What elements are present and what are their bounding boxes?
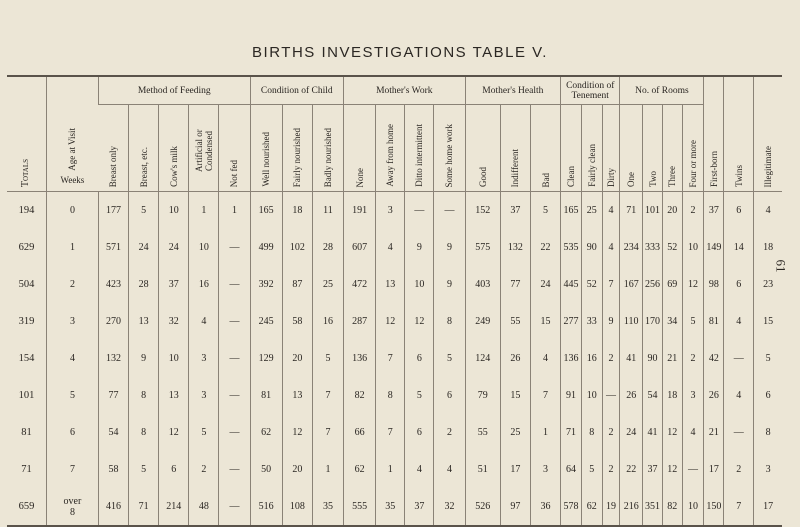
cell-total: 319 bbox=[18, 316, 35, 327]
table-cell: 28 bbox=[312, 229, 343, 266]
table-cell: 249 bbox=[465, 303, 500, 340]
table-row bbox=[7, 488, 782, 526]
table-cell: 32 bbox=[434, 488, 465, 526]
table-cell: 18 bbox=[754, 229, 782, 266]
table-cell: 6 bbox=[405, 414, 434, 451]
table-cell: 4 bbox=[724, 377, 754, 414]
header-dirty: Dirty bbox=[602, 105, 620, 192]
table-row bbox=[7, 229, 782, 266]
table-cell: 1 bbox=[376, 451, 405, 488]
table-cell: 25 bbox=[500, 414, 530, 451]
table-cell: 87 bbox=[282, 266, 312, 303]
table-cell: 472 bbox=[344, 266, 376, 303]
table-cell: 35 bbox=[376, 488, 405, 526]
table-cell: 20 bbox=[282, 451, 312, 488]
header-three: Three bbox=[662, 105, 682, 192]
table-cell: 516 bbox=[250, 488, 282, 526]
table-cell: — bbox=[682, 451, 704, 488]
table-cell: 22 bbox=[530, 229, 560, 266]
group-mothers-health: Mother's Health bbox=[465, 76, 561, 105]
table-cell: 216 bbox=[620, 488, 643, 526]
table-cell: 149 bbox=[704, 229, 724, 266]
cell-age: 1 bbox=[46, 229, 98, 266]
table-cell: 7 bbox=[530, 377, 560, 414]
table-cell: 270 bbox=[98, 303, 128, 340]
table-cell: 10 bbox=[682, 229, 704, 266]
table-cell: 62 bbox=[581, 488, 602, 526]
table-cell: 32 bbox=[159, 303, 189, 340]
table-cell: 51 bbox=[465, 451, 500, 488]
cell-total: 81 bbox=[21, 427, 32, 438]
table-cell: 82 bbox=[662, 488, 682, 526]
cell-age: 4 bbox=[46, 340, 98, 377]
header-good: Good bbox=[465, 105, 500, 192]
table-cell: 41 bbox=[620, 340, 643, 377]
group-no-of-rooms: No. of Rooms bbox=[620, 76, 704, 105]
table-cell: 4 bbox=[376, 229, 405, 266]
table-cell: — bbox=[219, 266, 250, 303]
table-cell: 24 bbox=[530, 266, 560, 303]
table-cell: 124 bbox=[465, 340, 500, 377]
cell-age: over 8 bbox=[46, 488, 98, 526]
table-cell: 3 bbox=[376, 192, 405, 230]
table-cell: 24 bbox=[129, 229, 159, 266]
table-cell: 10 bbox=[405, 266, 434, 303]
table-row bbox=[7, 303, 782, 340]
table-cell: 578 bbox=[561, 488, 582, 526]
table-cell: 55 bbox=[500, 303, 530, 340]
header-totals: Totals bbox=[20, 158, 32, 187]
table-cell: 445 bbox=[561, 266, 582, 303]
table-cell: 234 bbox=[620, 229, 643, 266]
table-cell: 3 bbox=[189, 377, 219, 414]
table-cell: 71 bbox=[129, 488, 159, 526]
cell-total: 194 bbox=[18, 205, 35, 216]
header-breast-only: Breast only bbox=[108, 145, 119, 187]
table-cell: 4 bbox=[530, 340, 560, 377]
table-cell: 64 bbox=[561, 451, 582, 488]
table-cell: 7 bbox=[312, 414, 343, 451]
table-cell: — bbox=[219, 414, 250, 451]
table-cell: 34 bbox=[662, 303, 682, 340]
table-cell: 12 bbox=[682, 266, 704, 303]
table-cell: 91 bbox=[561, 377, 582, 414]
table-cell: 62 bbox=[344, 451, 376, 488]
table-cell: 58 bbox=[282, 303, 312, 340]
births-investigations-table bbox=[7, 75, 782, 527]
table-cell: 6 bbox=[724, 192, 754, 230]
table-cell: 10 bbox=[682, 488, 704, 526]
table-cell: 129 bbox=[250, 340, 282, 377]
cell-age: 5 bbox=[46, 377, 98, 414]
table-cell: 15 bbox=[500, 377, 530, 414]
table-cell: 77 bbox=[500, 266, 530, 303]
table-cell: 58 bbox=[98, 451, 128, 488]
table-cell: 607 bbox=[344, 229, 376, 266]
table-cell: 12 bbox=[405, 303, 434, 340]
table-cell: 245 bbox=[250, 303, 282, 340]
table-cell: 7 bbox=[602, 266, 620, 303]
table-cell: 287 bbox=[344, 303, 376, 340]
page-number: 61 bbox=[773, 259, 789, 273]
header-fairly-nourished: Fairly nourished bbox=[282, 105, 312, 192]
table-cell: 82 bbox=[344, 377, 376, 414]
table-cell: 37 bbox=[159, 266, 189, 303]
table-cell: 20 bbox=[662, 192, 682, 230]
header-not-fed: Not fed bbox=[219, 105, 250, 192]
table-cell: 1 bbox=[219, 192, 250, 230]
table-cell: 12 bbox=[376, 303, 405, 340]
table-cell: 12 bbox=[159, 414, 189, 451]
table-cell: 132 bbox=[98, 340, 128, 377]
table-cell: 575 bbox=[465, 229, 500, 266]
group-condition-of-tenement: Condition of Tenement bbox=[561, 76, 620, 105]
header-breast-etc: Breast, etc. bbox=[129, 105, 159, 192]
cell-total: 659 bbox=[18, 501, 35, 512]
table-cell: 15 bbox=[530, 303, 560, 340]
table-cell: 5 bbox=[312, 340, 343, 377]
header-artificial-or-condensed: Artificial or Condensed bbox=[189, 105, 219, 192]
table-cell: 4 bbox=[189, 303, 219, 340]
table-cell: 5 bbox=[434, 340, 465, 377]
table-cell: 167 bbox=[620, 266, 643, 303]
table-cell: 2 bbox=[189, 451, 219, 488]
group-method-of-feeding: Method of Feeding bbox=[98, 76, 250, 105]
table-cell: 81 bbox=[250, 377, 282, 414]
table-cell: — bbox=[405, 192, 434, 230]
table-cell: 24 bbox=[620, 414, 643, 451]
table-cell: — bbox=[602, 377, 620, 414]
table-cell: 37 bbox=[704, 192, 724, 230]
table-cell: 33 bbox=[581, 303, 602, 340]
table-cell: 11 bbox=[312, 192, 343, 230]
header-fairly-clean: Fairly clean bbox=[581, 105, 602, 192]
table-cell: 4 bbox=[682, 414, 704, 451]
table-cell: 3 bbox=[754, 451, 782, 488]
table-cell: 6 bbox=[724, 266, 754, 303]
table-cell: 102 bbox=[282, 229, 312, 266]
table-cell: 48 bbox=[189, 488, 219, 526]
cell-age: 0 bbox=[46, 192, 98, 230]
header-clean: Clean bbox=[561, 105, 582, 192]
header-four-or-more: Four or more bbox=[682, 105, 704, 192]
cell-age: 6 bbox=[46, 414, 98, 451]
table-cell: 191 bbox=[344, 192, 376, 230]
header-none: None bbox=[344, 105, 376, 192]
table-cell: 2 bbox=[724, 451, 754, 488]
group-condition-of-child: Condition of Child bbox=[250, 76, 343, 105]
table-row bbox=[7, 377, 782, 414]
table-cell: 4 bbox=[754, 192, 782, 230]
header-badly-nourished: Badly nourished bbox=[312, 105, 343, 192]
table-cell: 5 bbox=[682, 303, 704, 340]
table-cell: — bbox=[219, 488, 250, 526]
header-indifferent: Indifferent bbox=[500, 105, 530, 192]
table-cell: 351 bbox=[643, 488, 663, 526]
table-cell: 3 bbox=[530, 451, 560, 488]
table-cell: 13 bbox=[282, 377, 312, 414]
table-cell: 132 bbox=[500, 229, 530, 266]
header-illegitimate: Illegitimate bbox=[754, 76, 782, 191]
table-cell: 392 bbox=[250, 266, 282, 303]
table-cell: 526 bbox=[465, 488, 500, 526]
table-cell: 79 bbox=[465, 377, 500, 414]
table-cell: 136 bbox=[561, 340, 582, 377]
table-cell: 6 bbox=[159, 451, 189, 488]
table-cell: 18 bbox=[662, 377, 682, 414]
table-cell: 16 bbox=[312, 303, 343, 340]
table-cell: 77 bbox=[98, 377, 128, 414]
table-cell: 2 bbox=[682, 192, 704, 230]
table-cell: — bbox=[434, 192, 465, 230]
table-cell: 16 bbox=[189, 266, 219, 303]
table-cell: — bbox=[724, 414, 754, 451]
table-cell: 20 bbox=[282, 340, 312, 377]
table-cell: — bbox=[219, 229, 250, 266]
table-cell: 9 bbox=[434, 266, 465, 303]
group-mothers-work: Mother's Work bbox=[344, 76, 466, 105]
table-cell: 26 bbox=[620, 377, 643, 414]
table-cell: 18 bbox=[282, 192, 312, 230]
table-row bbox=[7, 192, 782, 230]
table-cell: 8 bbox=[129, 377, 159, 414]
table-cell: 25 bbox=[581, 192, 602, 230]
header-ditto-intermittent: Ditto intermittent bbox=[405, 105, 434, 192]
table-cell: 13 bbox=[129, 303, 159, 340]
header-some-home-work: Some home work bbox=[434, 105, 465, 192]
header-away-from-home: Away from home bbox=[376, 105, 405, 192]
table-cell: 277 bbox=[561, 303, 582, 340]
table-cell: 35 bbox=[312, 488, 343, 526]
table-body bbox=[7, 192, 782, 527]
table-cell: 22 bbox=[620, 451, 643, 488]
header-twins: Twins bbox=[724, 76, 754, 191]
table-cell: 7 bbox=[312, 377, 343, 414]
cell-total: 71 bbox=[21, 464, 32, 475]
table-cell: 13 bbox=[159, 377, 189, 414]
table-cell: 416 bbox=[98, 488, 128, 526]
table-cell: 62 bbox=[250, 414, 282, 451]
table-cell: 9 bbox=[405, 229, 434, 266]
table-cell: 10 bbox=[581, 377, 602, 414]
table-cell: 535 bbox=[561, 229, 582, 266]
table-cell: 8 bbox=[434, 303, 465, 340]
table-cell: 214 bbox=[159, 488, 189, 526]
header-one: One bbox=[620, 105, 643, 192]
table-cell: 6 bbox=[434, 377, 465, 414]
table-cell: 14 bbox=[724, 229, 754, 266]
table-cell: 12 bbox=[282, 414, 312, 451]
table-cell: 69 bbox=[662, 266, 682, 303]
table-cell: 2 bbox=[434, 414, 465, 451]
cell-total: 101 bbox=[18, 390, 35, 401]
table-cell: 19 bbox=[602, 488, 620, 526]
header-age-at-visit: Age at Visit Weeks bbox=[46, 76, 98, 191]
table-cell: 9 bbox=[602, 303, 620, 340]
table-cell: 7 bbox=[376, 414, 405, 451]
table-cell: 6 bbox=[754, 377, 782, 414]
table-cell: 98 bbox=[704, 266, 724, 303]
cell-total: 629 bbox=[18, 242, 35, 253]
table-cell: 26 bbox=[704, 377, 724, 414]
table-cell: 26 bbox=[500, 340, 530, 377]
table-cell: 6 bbox=[405, 340, 434, 377]
table-cell: 4 bbox=[724, 303, 754, 340]
table-cell: 2 bbox=[602, 414, 620, 451]
table-cell: 52 bbox=[581, 266, 602, 303]
page-title: BIRTHS INVESTIGATIONS TABLE V. bbox=[252, 44, 548, 61]
table-cell: 2 bbox=[602, 340, 620, 377]
table-row bbox=[7, 451, 782, 488]
table-cell: 90 bbox=[581, 229, 602, 266]
header-weeks: Weeks bbox=[60, 175, 85, 185]
table-cell: — bbox=[219, 303, 250, 340]
table-cell: 3 bbox=[189, 340, 219, 377]
table-cell: 15 bbox=[754, 303, 782, 340]
table-cell: 90 bbox=[643, 340, 663, 377]
table-cell: 2 bbox=[682, 340, 704, 377]
cell-age: 7 bbox=[46, 451, 98, 488]
header-well-nourished: Well nourished bbox=[250, 105, 282, 192]
table-cell: 12 bbox=[662, 451, 682, 488]
table-cell: 8 bbox=[129, 414, 159, 451]
table-cell: 4 bbox=[405, 451, 434, 488]
table-cell: 5 bbox=[530, 192, 560, 230]
table-cell: 101 bbox=[643, 192, 663, 230]
table-cell: 110 bbox=[620, 303, 643, 340]
table-cell: 37 bbox=[500, 192, 530, 230]
table-cell: 41 bbox=[643, 414, 663, 451]
table-cell: 21 bbox=[662, 340, 682, 377]
table-cell: 10 bbox=[159, 340, 189, 377]
table-cell: 9 bbox=[129, 340, 159, 377]
table-cell: 1 bbox=[189, 192, 219, 230]
table-cell: 3 bbox=[682, 377, 704, 414]
table-cell: 37 bbox=[643, 451, 663, 488]
table-cell: 2 bbox=[602, 451, 620, 488]
table-cell: 54 bbox=[643, 377, 663, 414]
cell-total: 504 bbox=[18, 279, 35, 290]
table-cell: 5 bbox=[129, 192, 159, 230]
table-cell: 499 bbox=[250, 229, 282, 266]
table-cell: 5 bbox=[189, 414, 219, 451]
table-cell: 8 bbox=[376, 377, 405, 414]
table-cell: 23 bbox=[754, 266, 782, 303]
table-cell: 150 bbox=[704, 488, 724, 526]
table-cell: 9 bbox=[434, 229, 465, 266]
table-cell: — bbox=[219, 377, 250, 414]
table-cell: 37 bbox=[405, 488, 434, 526]
table-cell: 4 bbox=[602, 192, 620, 230]
table-cell: 571 bbox=[98, 229, 128, 266]
table-cell: 54 bbox=[98, 414, 128, 451]
table-cell: 50 bbox=[250, 451, 282, 488]
table-cell: 152 bbox=[465, 192, 500, 230]
table-cell: 52 bbox=[662, 229, 682, 266]
table-cell: 36 bbox=[530, 488, 560, 526]
header-bad: Bad bbox=[530, 105, 560, 192]
table-cell: 71 bbox=[561, 414, 582, 451]
table-row bbox=[7, 266, 782, 303]
table-cell: 8 bbox=[754, 414, 782, 451]
table-cell: 5 bbox=[129, 451, 159, 488]
table-cell: 1 bbox=[530, 414, 560, 451]
table-cell: 97 bbox=[500, 488, 530, 526]
table-cell: 16 bbox=[581, 340, 602, 377]
table-cell: 256 bbox=[643, 266, 663, 303]
table-cell: 7 bbox=[724, 488, 754, 526]
table-cell: 177 bbox=[98, 192, 128, 230]
table-cell: 42 bbox=[704, 340, 724, 377]
table-cell: 13 bbox=[376, 266, 405, 303]
table-row bbox=[7, 340, 782, 377]
table-cell: 55 bbox=[465, 414, 500, 451]
table-cell: — bbox=[219, 340, 250, 377]
table-cell: 4 bbox=[602, 229, 620, 266]
header-first-born: First-born bbox=[704, 76, 724, 191]
table-cell: 5 bbox=[581, 451, 602, 488]
header-cows-milk: Cow's milk bbox=[159, 105, 189, 192]
table-row bbox=[7, 414, 782, 451]
table-cell: 136 bbox=[344, 340, 376, 377]
table-cell: 170 bbox=[643, 303, 663, 340]
table-cell: 66 bbox=[344, 414, 376, 451]
table-cell: 17 bbox=[704, 451, 724, 488]
table-cell: 423 bbox=[98, 266, 128, 303]
table-cell: 5 bbox=[754, 340, 782, 377]
table-cell: 10 bbox=[159, 192, 189, 230]
table-cell: 555 bbox=[344, 488, 376, 526]
cell-total: 154 bbox=[18, 353, 35, 364]
table-cell: 17 bbox=[500, 451, 530, 488]
table-cell: 5 bbox=[405, 377, 434, 414]
table-cell: 12 bbox=[662, 414, 682, 451]
table-cell: 7 bbox=[376, 340, 405, 377]
table-cell: 21 bbox=[704, 414, 724, 451]
table-cell: — bbox=[219, 451, 250, 488]
table-cell: 8 bbox=[581, 414, 602, 451]
table-cell: 403 bbox=[465, 266, 500, 303]
table-cell: 25 bbox=[312, 266, 343, 303]
cell-age: 3 bbox=[46, 303, 98, 340]
table-cell: 10 bbox=[189, 229, 219, 266]
cell-age: 2 bbox=[46, 266, 98, 303]
header-two: Two bbox=[643, 105, 663, 192]
table-cell: 28 bbox=[129, 266, 159, 303]
table-cell: 1 bbox=[312, 451, 343, 488]
table-cell: 165 bbox=[250, 192, 282, 230]
table-cell: 108 bbox=[282, 488, 312, 526]
table-cell: — bbox=[724, 340, 754, 377]
table-cell: 333 bbox=[643, 229, 663, 266]
table-cell: 81 bbox=[704, 303, 724, 340]
table-cell: 24 bbox=[159, 229, 189, 266]
table-cell: 165 bbox=[561, 192, 582, 230]
table-cell: 17 bbox=[754, 488, 782, 526]
table-cell: 4 bbox=[434, 451, 465, 488]
table-cell: 71 bbox=[620, 192, 643, 230]
